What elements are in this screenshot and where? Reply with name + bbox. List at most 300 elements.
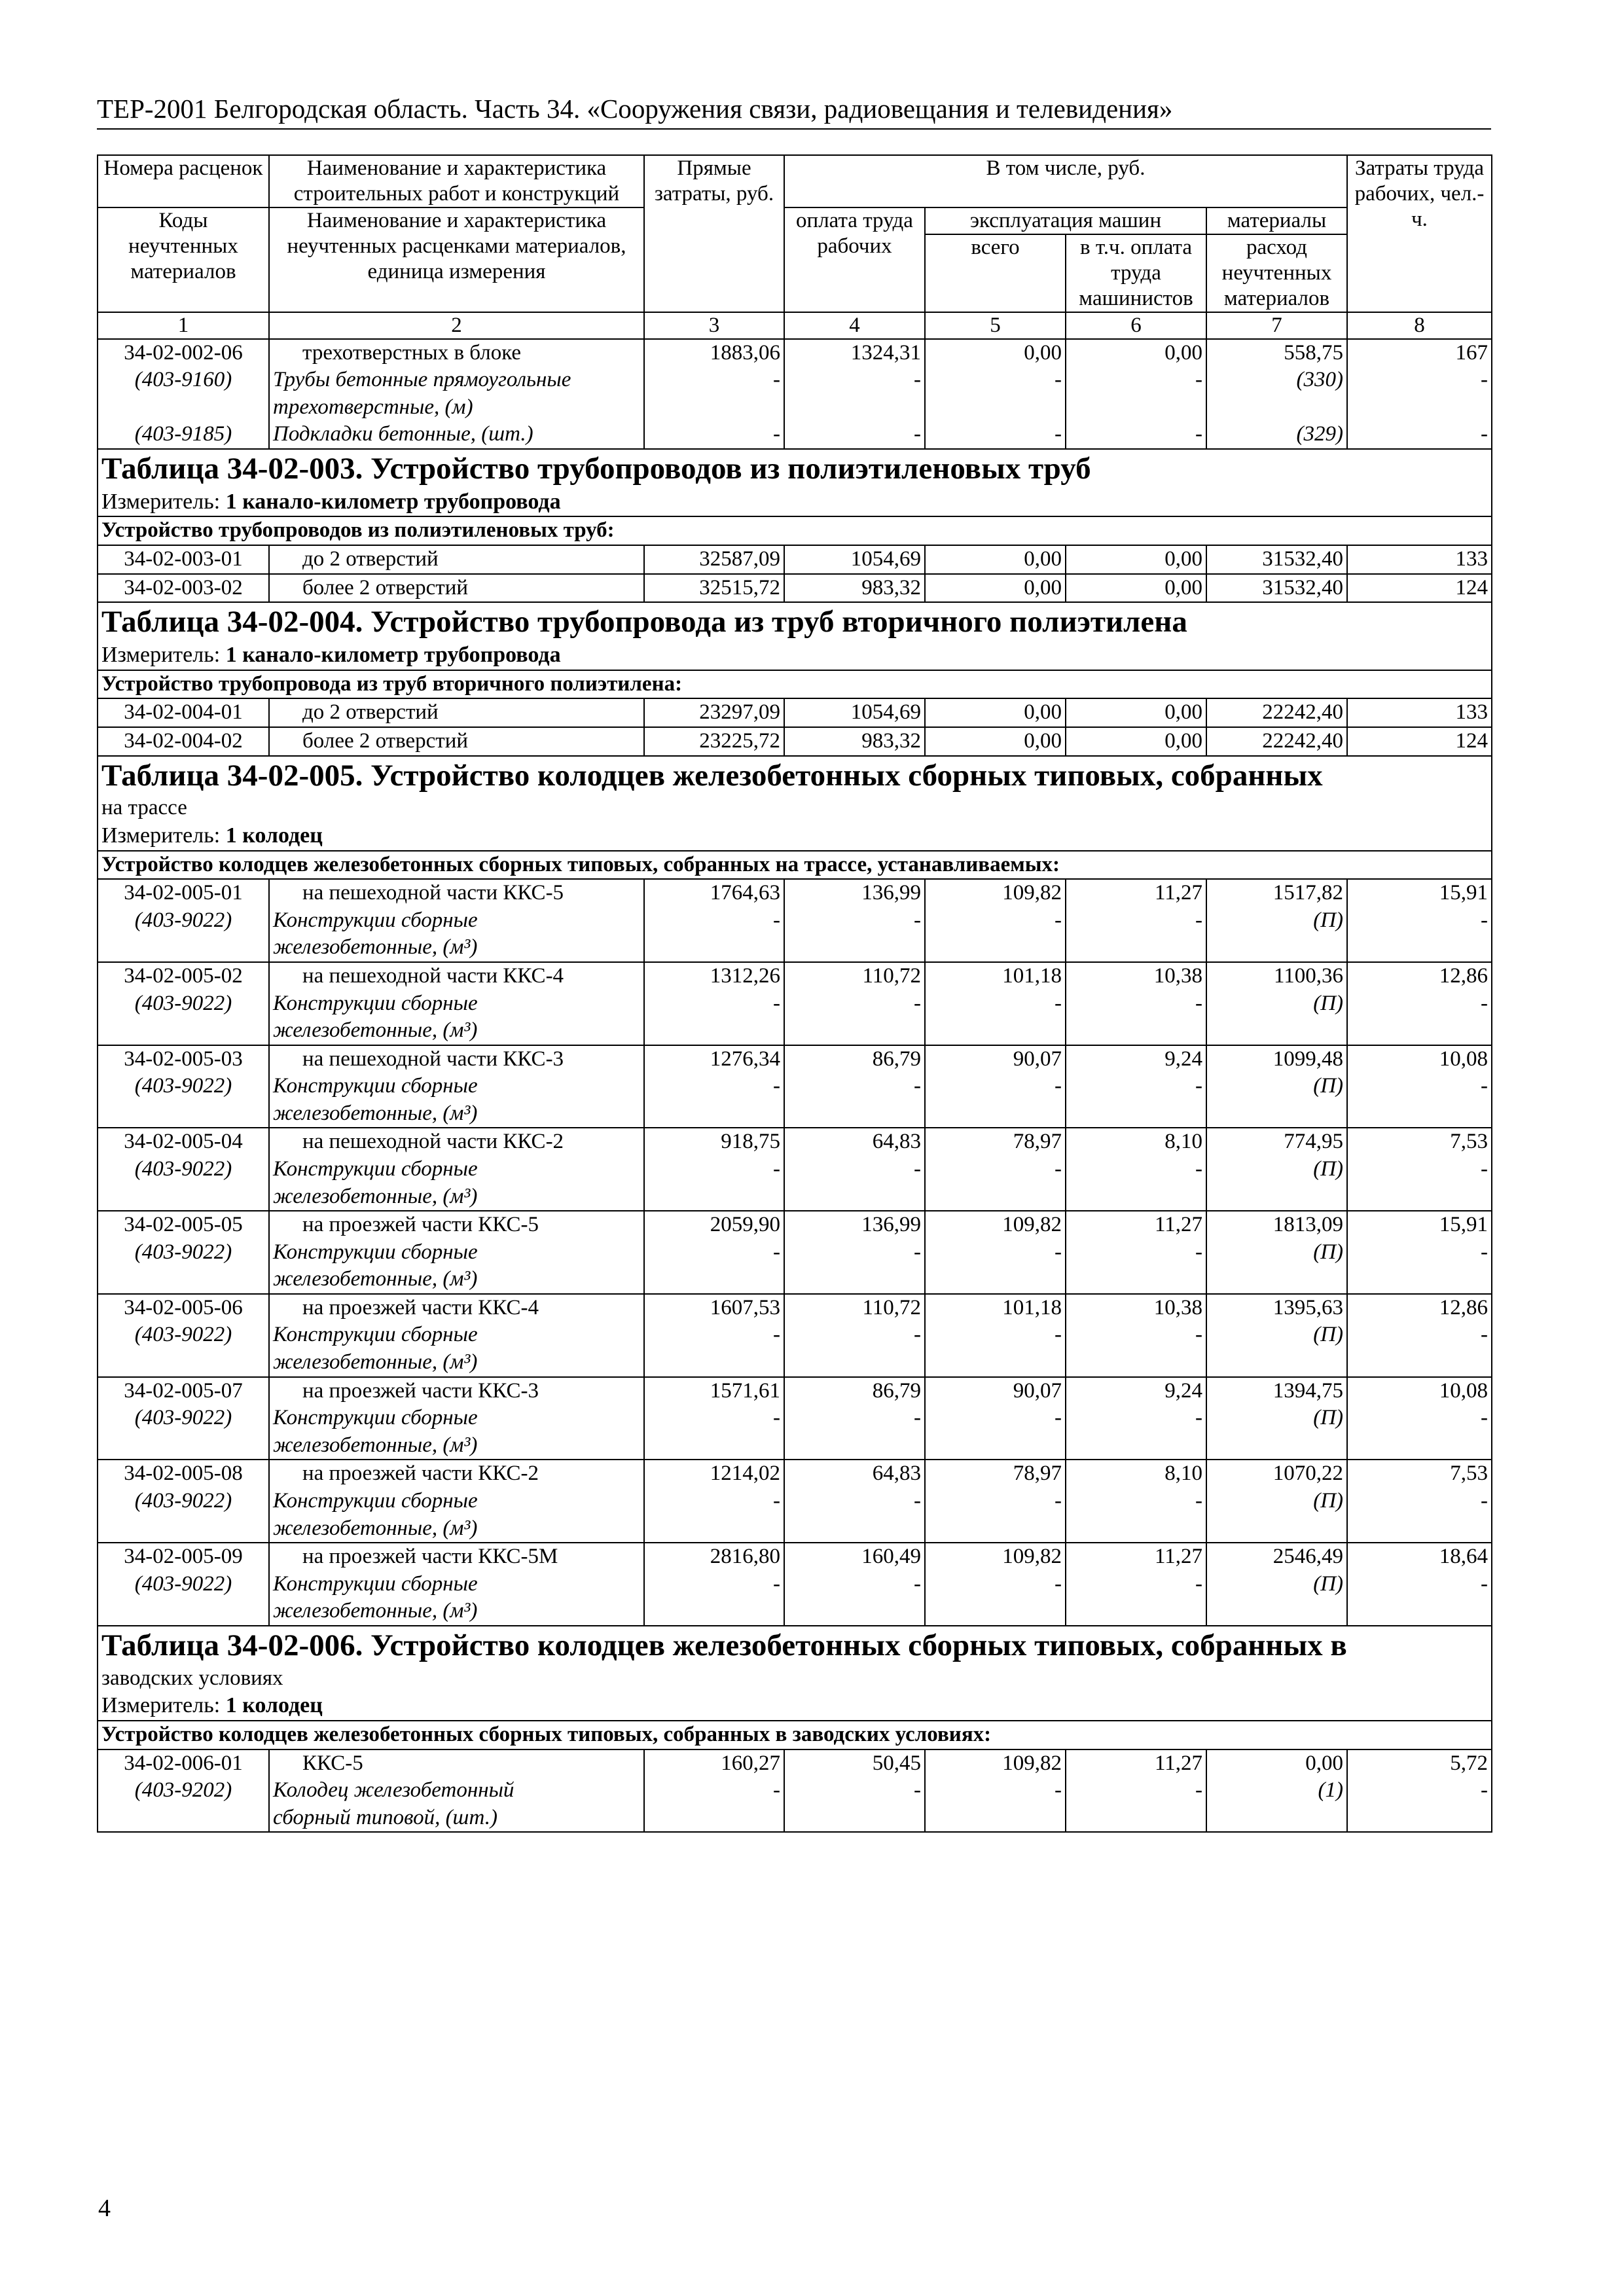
row-code: 34-02-002-06 bbox=[98, 339, 269, 367]
value-cell: 23225,72 bbox=[644, 727, 784, 756]
price-table bbox=[97, 154, 1492, 1833]
value-cell: 11,27 bbox=[1066, 1749, 1206, 1778]
value-cell: 918,75 bbox=[644, 1128, 784, 1156]
value-cell: - bbox=[1347, 990, 1492, 1018]
empty-cell bbox=[1347, 1598, 1492, 1626]
table-row bbox=[98, 1432, 1492, 1460]
empty-cell bbox=[1206, 1017, 1347, 1045]
measure bbox=[98, 1692, 1492, 1721]
material-name: железобетонные, (м³) bbox=[269, 1432, 644, 1460]
value-cell: 558,75 bbox=[1206, 339, 1347, 367]
table-row bbox=[98, 1665, 1492, 1693]
row-name: на проезжей части ККС-4 bbox=[269, 1294, 644, 1322]
mat-header: материалы bbox=[1206, 207, 1347, 234]
value-cell: 0,00 bbox=[925, 727, 1066, 756]
measure-value: 1 колодец bbox=[225, 1693, 323, 1718]
value-cell: (П) bbox=[1206, 907, 1347, 935]
value-cell: - bbox=[925, 990, 1066, 1018]
value-cell: - bbox=[644, 367, 784, 394]
table-row bbox=[98, 602, 1492, 641]
value-cell: 1312,26 bbox=[644, 962, 784, 990]
col2-header: Наименование и характеристика строительных работ и конструкций bbox=[269, 155, 644, 207]
empty-cell bbox=[644, 934, 784, 962]
value-cell: 0,00 bbox=[925, 339, 1066, 367]
col5-header: всего bbox=[925, 234, 1066, 312]
value-cell: 110,72 bbox=[784, 1294, 925, 1322]
value-cell: - bbox=[644, 1156, 784, 1183]
empty-cell bbox=[1347, 1100, 1492, 1128]
table-row bbox=[98, 1377, 1492, 1405]
value-cell: 1883,06 bbox=[644, 339, 784, 367]
value-cell: 31532,40 bbox=[1206, 545, 1347, 574]
table-row bbox=[98, 1460, 1492, 1488]
value-cell: 32587,09 bbox=[644, 545, 784, 574]
table-row bbox=[98, 756, 1492, 795]
empty-cell bbox=[1206, 1349, 1347, 1377]
empty-cell bbox=[925, 1515, 1066, 1543]
value-cell: 15,91 bbox=[1347, 879, 1492, 907]
row-name: до 2 отверстий bbox=[269, 698, 644, 727]
value-cell: 0,00 bbox=[925, 698, 1066, 727]
value-cell: 10,38 bbox=[1066, 1294, 1206, 1322]
expl-header: эксплуатация машин bbox=[925, 207, 1206, 234]
measure-label: Измеритель: bbox=[101, 823, 221, 848]
value-cell: - bbox=[644, 907, 784, 935]
row-code: 34-02-005-01 bbox=[98, 879, 269, 907]
value-cell: 1054,69 bbox=[784, 698, 925, 727]
row-name: на пешеходной части ККС-4 bbox=[269, 962, 644, 990]
value-cell: - bbox=[784, 367, 925, 394]
table-row bbox=[98, 934, 1492, 962]
material-name: железобетонные, (м³) bbox=[269, 1183, 644, 1211]
value-cell: 1813,09 bbox=[1206, 1211, 1347, 1239]
col3-header: Прямые затраты, руб. bbox=[644, 155, 784, 312]
value-cell: - bbox=[1066, 907, 1206, 935]
value-cell: 1324,31 bbox=[784, 339, 925, 367]
table-row bbox=[98, 1515, 1492, 1543]
empty-cell bbox=[925, 1017, 1066, 1045]
section-subtitle: Устройство колодцев железобетонных сборных типовых, собранных на трассе, устанавливаемых: bbox=[98, 851, 1492, 880]
empty-cell bbox=[784, 1598, 925, 1626]
material-name: Подкладки бетонные, (шт.) bbox=[269, 421, 644, 449]
value-cell: 86,79 bbox=[784, 1377, 925, 1405]
empty-cell bbox=[925, 1100, 1066, 1128]
value-cell: - bbox=[1066, 421, 1206, 449]
table-row bbox=[98, 1017, 1492, 1045]
row-name: более 2 отверстий bbox=[269, 574, 644, 603]
table-row bbox=[98, 1156, 1492, 1183]
col-number: 5 bbox=[925, 312, 1066, 339]
col8-header: Затраты труда рабочих, чел.-ч. bbox=[1347, 155, 1492, 312]
empty-cell bbox=[925, 394, 1066, 422]
table-title: на трассе bbox=[98, 795, 1492, 822]
table-row bbox=[98, 990, 1492, 1018]
value-cell: - bbox=[1347, 367, 1492, 394]
empty-cell bbox=[1347, 394, 1492, 422]
value-cell: 0,00 bbox=[925, 574, 1066, 603]
value-cell: 0,00 bbox=[1066, 545, 1206, 574]
table-header bbox=[98, 155, 1492, 339]
value-cell: - bbox=[925, 1073, 1066, 1100]
measure-row bbox=[98, 822, 1492, 851]
col-number: 4 bbox=[784, 312, 925, 339]
section-subtitle: Устройство колодцев железобетонных сборных типовых, собранных в заводских условиях: bbox=[98, 1721, 1492, 1749]
value-cell: 11,27 bbox=[1066, 1211, 1206, 1239]
row-name: на проезжей части ККС-5М bbox=[269, 1543, 644, 1571]
value-cell: 8,10 bbox=[1066, 1460, 1206, 1488]
row-code: 34-02-004-02 bbox=[98, 727, 269, 756]
empty-cell bbox=[644, 1183, 784, 1211]
row-name: на проезжей части ККС-5 bbox=[269, 1211, 644, 1239]
empty-cell bbox=[925, 1432, 1066, 1460]
empty-cell bbox=[925, 1349, 1066, 1377]
value-cell: 8,10 bbox=[1066, 1128, 1206, 1156]
value-cell: 2546,49 bbox=[1206, 1543, 1347, 1571]
value-cell: 9,24 bbox=[1066, 1377, 1206, 1405]
empty-cell bbox=[1347, 1266, 1492, 1294]
material-name: Конструкции сборные bbox=[269, 1405, 644, 1432]
value-cell: - bbox=[784, 1073, 925, 1100]
value-cell: - bbox=[784, 1488, 925, 1515]
value-cell: 18,64 bbox=[1347, 1543, 1492, 1571]
value-cell: - bbox=[644, 1321, 784, 1349]
table-row bbox=[98, 1626, 1492, 1665]
value-cell: 160,49 bbox=[784, 1543, 925, 1571]
value-cell: - bbox=[1347, 1073, 1492, 1100]
empty-cell bbox=[1347, 1804, 1492, 1833]
material-code: (403-9202) bbox=[98, 1777, 269, 1804]
table-row bbox=[98, 1100, 1492, 1128]
value-cell: - bbox=[1066, 1405, 1206, 1432]
table-row bbox=[98, 339, 1492, 367]
row-name: на проезжей части ККС-2 bbox=[269, 1460, 644, 1488]
measure bbox=[98, 641, 1492, 670]
value-cell: - bbox=[925, 367, 1066, 394]
table-row bbox=[98, 1488, 1492, 1515]
value-cell: 0,00 bbox=[1066, 698, 1206, 727]
value-cell: 15,91 bbox=[1347, 1211, 1492, 1239]
empty-cell bbox=[644, 1100, 784, 1128]
empty-cell bbox=[925, 1266, 1066, 1294]
value-cell: 160,27 bbox=[644, 1749, 784, 1778]
value-cell: 9,24 bbox=[1066, 1045, 1206, 1073]
empty-cell bbox=[1347, 1183, 1492, 1211]
value-cell: 0,00 bbox=[1066, 574, 1206, 603]
running-header: ТЕР-2001 Белгородская область. Часть 34. «Сооружения связи, радиовещания и телевидения» bbox=[97, 93, 1491, 130]
empty-cell bbox=[1066, 1183, 1206, 1211]
empty-cell bbox=[925, 934, 1066, 962]
empty-cell bbox=[925, 1183, 1066, 1211]
empty-cell bbox=[925, 1598, 1066, 1626]
value-cell: 101,18 bbox=[925, 1294, 1066, 1322]
col4-header: оплата труда рабочих bbox=[784, 207, 925, 312]
empty-cell bbox=[1347, 1432, 1492, 1460]
table-row bbox=[98, 879, 1492, 907]
empty-cell bbox=[98, 1100, 269, 1128]
value-cell: (1) bbox=[1206, 1777, 1347, 1804]
value-cell: 10,38 bbox=[1066, 962, 1206, 990]
material-code: (403-9022) bbox=[98, 907, 269, 935]
value-cell: 11,27 bbox=[1066, 879, 1206, 907]
value-cell: 124 bbox=[1347, 574, 1492, 603]
row-name: до 2 отверстий bbox=[269, 545, 644, 574]
value-cell: - bbox=[1066, 1073, 1206, 1100]
measure-value: 1 канало-километр трубопровода bbox=[225, 489, 561, 514]
col-number: 7 bbox=[1206, 312, 1347, 339]
material-code: (403-9022) bbox=[98, 990, 269, 1018]
row-code: 34-02-006-01 bbox=[98, 1749, 269, 1778]
table-row bbox=[98, 1211, 1492, 1239]
material-name: Трубы бетонные прямоугольные bbox=[269, 367, 644, 394]
empty-cell bbox=[1066, 394, 1206, 422]
row-code: 34-02-005-02 bbox=[98, 962, 269, 990]
material-name: сборный типовой, (шт.) bbox=[269, 1804, 644, 1833]
empty-cell bbox=[98, 1598, 269, 1626]
col-number: 3 bbox=[644, 312, 784, 339]
value-cell: - bbox=[1066, 1156, 1206, 1183]
table-row bbox=[98, 1777, 1492, 1804]
measure-label: Измеритель: bbox=[101, 642, 221, 667]
empty-cell bbox=[644, 394, 784, 422]
value-cell: - bbox=[925, 1405, 1066, 1432]
value-cell: (П) bbox=[1206, 1073, 1347, 1100]
value-cell: 136,99 bbox=[784, 1211, 925, 1239]
empty-cell bbox=[98, 1183, 269, 1211]
value-cell: - bbox=[644, 1777, 784, 1804]
measure-label: Измеритель: bbox=[101, 489, 221, 514]
value-cell: 124 bbox=[1347, 727, 1492, 756]
col7-header: расход неучтенных материалов bbox=[1206, 234, 1347, 312]
value-cell: 78,97 bbox=[925, 1128, 1066, 1156]
value-cell: - bbox=[784, 907, 925, 935]
material-name: железобетонные, (м³) bbox=[269, 1266, 644, 1294]
col-number: 6 bbox=[1066, 312, 1206, 339]
value-cell: 109,82 bbox=[925, 1543, 1066, 1571]
value-cell: 23297,09 bbox=[644, 698, 784, 727]
value-cell: 1054,69 bbox=[784, 545, 925, 574]
empty-cell bbox=[784, 1349, 925, 1377]
value-cell: 1070,22 bbox=[1206, 1460, 1347, 1488]
measure-row bbox=[98, 488, 1492, 517]
empty-cell bbox=[1206, 1266, 1347, 1294]
empty-cell bbox=[1347, 1515, 1492, 1543]
section-subtitle: Устройство трубопровода из труб вторичного полиэтилена: bbox=[98, 670, 1492, 699]
value-cell: 110,72 bbox=[784, 962, 925, 990]
table-title: Таблица 34-02-003. Устройство трубопроводов из полиэтиленовых труб bbox=[98, 449, 1492, 488]
value-cell: 109,82 bbox=[925, 879, 1066, 907]
material-name: Конструкции сборные bbox=[269, 907, 644, 935]
value-cell: 22242,40 bbox=[1206, 727, 1347, 756]
value-cell: 167 bbox=[1347, 339, 1492, 367]
empty-cell bbox=[784, 1183, 925, 1211]
value-cell: 133 bbox=[1347, 545, 1492, 574]
empty-cell bbox=[784, 1804, 925, 1833]
measure-value: 1 канало-километр трубопровода bbox=[225, 642, 561, 667]
row-code: 34-02-005-04 bbox=[98, 1128, 269, 1156]
value-cell: - bbox=[1347, 1777, 1492, 1804]
value-cell: - bbox=[1347, 1156, 1492, 1183]
empty-cell bbox=[1066, 1017, 1206, 1045]
material-name: Колодец железобетонный bbox=[269, 1777, 644, 1804]
empty-cell bbox=[644, 1266, 784, 1294]
col2b-header: Наименование и характеристика неучтенных расценками материалов, единица измерения bbox=[269, 207, 644, 312]
value-cell: 12,86 bbox=[1347, 1294, 1492, 1322]
empty-cell bbox=[784, 1515, 925, 1543]
material-name: трехотверстные, (м) bbox=[269, 394, 644, 422]
col-number: 8 bbox=[1347, 312, 1492, 339]
table-title: Таблица 34-02-004. Устройство трубопровода из труб вторичного полиэтилена bbox=[98, 602, 1492, 641]
value-cell: - bbox=[925, 1571, 1066, 1598]
material-code: (403-9022) bbox=[98, 1488, 269, 1515]
value-cell: - bbox=[644, 1571, 784, 1598]
row-name: на пешеходной части ККС-3 bbox=[269, 1045, 644, 1073]
value-cell: - bbox=[1347, 1321, 1492, 1349]
table-row bbox=[98, 727, 1492, 756]
empty-cell bbox=[1206, 934, 1347, 962]
value-cell: - bbox=[1347, 1405, 1492, 1432]
value-cell: 50,45 bbox=[784, 1749, 925, 1778]
value-cell: - bbox=[784, 1777, 925, 1804]
empty-cell bbox=[1066, 1266, 1206, 1294]
empty-cell bbox=[1206, 1515, 1347, 1543]
empty-cell bbox=[1347, 934, 1492, 962]
value-cell: - bbox=[1347, 421, 1492, 449]
table-row bbox=[98, 698, 1492, 727]
value-cell: - bbox=[644, 1073, 784, 1100]
table-row bbox=[98, 1571, 1492, 1598]
table-title: Таблица 34-02-005. Устройство колодцев железобетонных сборных типовых, собранных bbox=[98, 756, 1492, 795]
material-name: Конструкции сборные bbox=[269, 1239, 644, 1266]
value-cell: - bbox=[1066, 990, 1206, 1018]
value-cell: 0,00 bbox=[1066, 727, 1206, 756]
value-cell: 1394,75 bbox=[1206, 1377, 1347, 1405]
row-name: на проезжей части ККС-3 bbox=[269, 1377, 644, 1405]
value-cell: 31532,40 bbox=[1206, 574, 1347, 603]
value-cell: 0,00 bbox=[925, 545, 1066, 574]
incl-header: В том числе, руб. bbox=[784, 155, 1347, 207]
empty-cell bbox=[1206, 394, 1347, 422]
material-name: Конструкции сборные bbox=[269, 1156, 644, 1183]
value-cell: (П) bbox=[1206, 1488, 1347, 1515]
row-code: 34-02-004-01 bbox=[98, 698, 269, 727]
empty-cell bbox=[1066, 1100, 1206, 1128]
table-row bbox=[98, 421, 1492, 449]
value-cell: (П) bbox=[1206, 1571, 1347, 1598]
value-cell: 1100,36 bbox=[1206, 962, 1347, 990]
material-name: Конструкции сборные bbox=[269, 1073, 644, 1100]
measure bbox=[98, 488, 1492, 517]
material-name: железобетонные, (м³) bbox=[269, 1100, 644, 1128]
material-code: (403-9022) bbox=[98, 1156, 269, 1183]
table-row bbox=[98, 574, 1492, 603]
material-name: железобетонные, (м³) bbox=[269, 1515, 644, 1543]
table-row bbox=[98, 1128, 1492, 1156]
value-cell: 11,27 bbox=[1066, 1543, 1206, 1571]
row-code: 34-02-005-09 bbox=[98, 1543, 269, 1571]
value-cell: - bbox=[925, 1321, 1066, 1349]
value-cell: (329) bbox=[1206, 421, 1347, 449]
value-cell: 1099,48 bbox=[1206, 1045, 1347, 1073]
material-code: (403-9022) bbox=[98, 1321, 269, 1349]
empty-cell bbox=[784, 1432, 925, 1460]
table-row bbox=[98, 907, 1492, 935]
table-row bbox=[98, 1598, 1492, 1626]
empty-cell bbox=[784, 1266, 925, 1294]
value-cell: 7,53 bbox=[1347, 1128, 1492, 1156]
table-row bbox=[98, 1804, 1492, 1833]
col-number: 1 bbox=[98, 312, 269, 339]
value-cell: 774,95 bbox=[1206, 1128, 1347, 1156]
material-name: железобетонные, (м³) bbox=[269, 934, 644, 962]
table-row bbox=[98, 545, 1492, 574]
value-cell: - bbox=[784, 1571, 925, 1598]
value-cell: - bbox=[925, 1488, 1066, 1515]
value-cell: 1764,63 bbox=[644, 879, 784, 907]
row-name: более 2 отверстий bbox=[269, 727, 644, 756]
material-code: (403-9185) bbox=[98, 421, 269, 449]
empty-cell bbox=[1206, 1598, 1347, 1626]
value-cell: 1276,34 bbox=[644, 1045, 784, 1073]
value-cell: 10,08 bbox=[1347, 1045, 1492, 1073]
empty-cell bbox=[644, 1598, 784, 1626]
table-row bbox=[98, 394, 1492, 422]
measure-value: 1 колодец bbox=[225, 823, 323, 848]
value-cell: - bbox=[1066, 1321, 1206, 1349]
table-row bbox=[98, 1073, 1492, 1100]
material-code: (403-9160) bbox=[98, 367, 269, 394]
value-cell: 109,82 bbox=[925, 1211, 1066, 1239]
table-row bbox=[98, 670, 1492, 699]
value-cell: 0,00 bbox=[1206, 1749, 1347, 1778]
table-row bbox=[98, 1721, 1492, 1749]
table-row bbox=[98, 1749, 1492, 1778]
empty-cell bbox=[1066, 1515, 1206, 1543]
table-row bbox=[98, 1266, 1492, 1294]
empty-cell bbox=[98, 1017, 269, 1045]
value-cell: - bbox=[784, 990, 925, 1018]
row-code: 34-02-005-05 bbox=[98, 1211, 269, 1239]
row-name: трехотверстных в блоке bbox=[269, 339, 644, 367]
value-cell: - bbox=[784, 421, 925, 449]
empty-cell bbox=[925, 1804, 1066, 1833]
value-cell: 2816,80 bbox=[644, 1543, 784, 1571]
empty-cell bbox=[1206, 1804, 1347, 1833]
row-code: 34-02-005-07 bbox=[98, 1377, 269, 1405]
value-cell: - bbox=[1066, 367, 1206, 394]
empty-cell bbox=[98, 1804, 269, 1833]
col1-header: Номера расценок bbox=[98, 155, 269, 207]
empty-cell bbox=[98, 934, 269, 962]
value-cell: (330) bbox=[1206, 367, 1347, 394]
material-name: Конструкции сборные bbox=[269, 1571, 644, 1598]
value-cell: - bbox=[1347, 1239, 1492, 1266]
empty-cell bbox=[1066, 1349, 1206, 1377]
empty-cell bbox=[1066, 1432, 1206, 1460]
measure-row bbox=[98, 641, 1492, 670]
table-body bbox=[98, 339, 1492, 1833]
table-row bbox=[98, 1349, 1492, 1377]
table-row bbox=[98, 1183, 1492, 1211]
value-cell: - bbox=[784, 1239, 925, 1266]
measure bbox=[98, 822, 1492, 851]
empty-cell bbox=[98, 1515, 269, 1543]
empty-cell bbox=[644, 1017, 784, 1045]
empty-cell bbox=[1066, 934, 1206, 962]
empty-cell bbox=[1206, 1183, 1347, 1211]
value-cell: (П) bbox=[1206, 1405, 1347, 1432]
row-code: 34-02-005-08 bbox=[98, 1460, 269, 1488]
value-cell: 10,08 bbox=[1347, 1377, 1492, 1405]
